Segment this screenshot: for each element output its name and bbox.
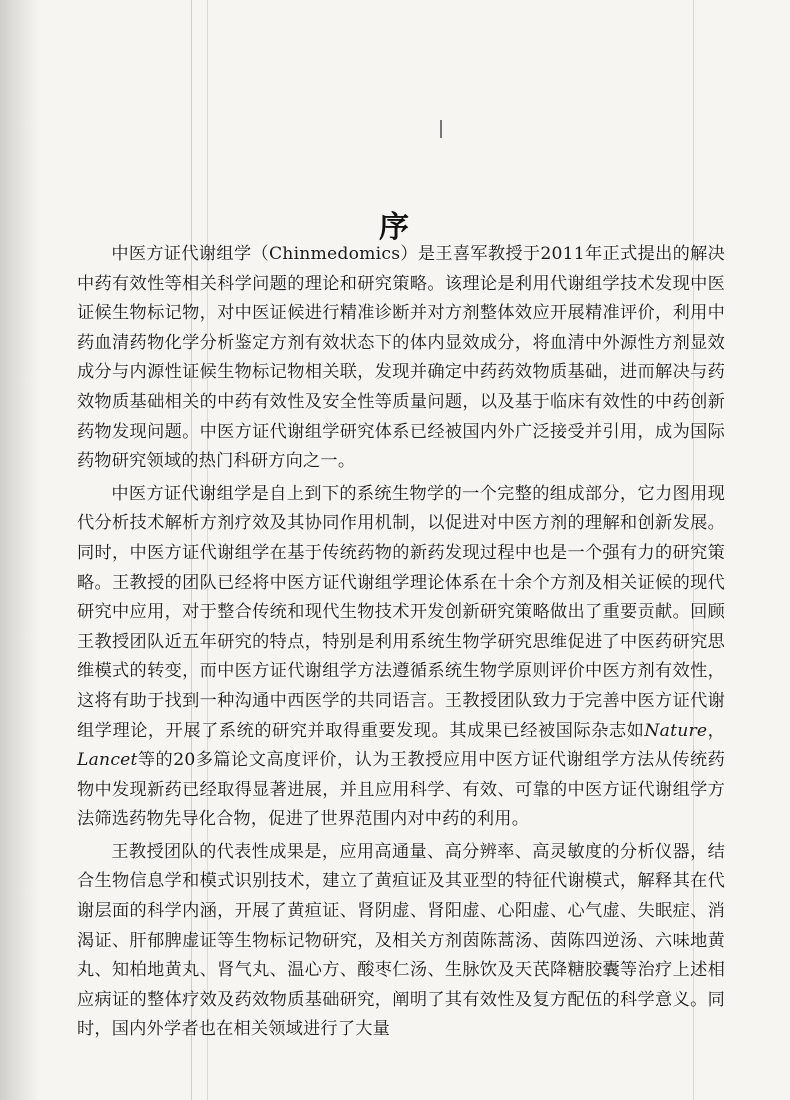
paragraph-text: 中医方证代谢组学是自上到下的系统生物学的一个完整的组成部分，它力图用现代分析技术解析方剂疗效及其协同作用机制，以促进对中医方剂的理解和创新发展。同时，中医方证代谢组学在基于传统药物的新药发现过程中也是一个强有力的研究策略。王教授的团队已经将中医方证代谢组学理论体系在十余个方剂及相关证候的现代研究中应用，对于整合传统和现代生物技术开发创新研究策略做出了重要贡献。回顾王教授团队近五年研究的特点，特别是利用系统生物学研究思维促进了中医药研究思维模式的转变，而中医方证代谢组学方法遵循系统生物学原则评价中医方剂有效性，这将有助于找到一种沟通中西医学的共同语言。王教授团队致力于完善中医方证代谢组学理论，开展了系统的研究并取得重要发现。其成果已经被国际杂志如: [77, 483, 725, 741]
page-gutter-shadow: [0, 0, 40, 1100]
journal-name: Nature: [644, 720, 708, 741]
paragraph: [77, 480, 725, 835]
journal-name: Lancet: [77, 750, 138, 771]
paragraph: 中医方证代谢组学（Chinmedomics）是王喜军教授于2011年正式提出的解决中药有效性等相关科学问题的理论和研究策略。该理论是利用代谢组学技术发现中医证候生物标记物，对中医证候进行精准诊断并对方剂整体效应开展精准评价，利用中药血清药物化学分析鉴定方剂有效状态下的体内显效成分，将血清中外源性方剂显效成分与内源性证候生物标记物相关联，发现并确定中药药效物质基础，进而解决与药效物质基础相关的中药有效性及安全性等质量问题，以及基于临床有效性的中药创新药物发现问题。中医方证代谢组学研究体系已经被国内外广泛接受并引用，成为国际药物研究领域的热门科研方向之一。: [77, 244, 725, 472]
separator: ，: [707, 720, 725, 741]
preface-body: [77, 240, 725, 1045]
paragraph-text: 等的20多篇论文高度评价，认为王教授应用中医方证代谢组学方法从传统药物中发现新药已经取得显著进展，并且应用科学、有效、可靠的中医方证代谢组学方法筛选药物先导化合物，促进了世界范围内对中药的利用。: [77, 750, 725, 830]
paragraph: 王教授团队的代表性成果是，应用高通量、高分辨率、高灵敏度的分析仪器，结合生物信息学和模式识别技术，建立了黄疸证及其亚型的特征代谢模式，解释其在代谢层面的科学内涵，开展了黄疸证、肾阴虚、肾阳虚、心阳虚、心气虚、失眠症、消渴证、肝郁脾虚证等生物标记物研究，及相关方剂茵陈蒿汤、茵陈四逆汤、六味地黄丸、知柏地黄丸、肾气丸、温心方、酸枣仁汤、生脉饮及天芪降糖胶囊等治疗上述相应病证的整体疗效及药效物质基础研究，阐明了其有效性及复方配伍的科学意义。同时，国内外学者也在相关领域进行了大量: [77, 841, 725, 1040]
page-title: 序: [379, 210, 411, 246]
print-mark: [440, 120, 442, 138]
